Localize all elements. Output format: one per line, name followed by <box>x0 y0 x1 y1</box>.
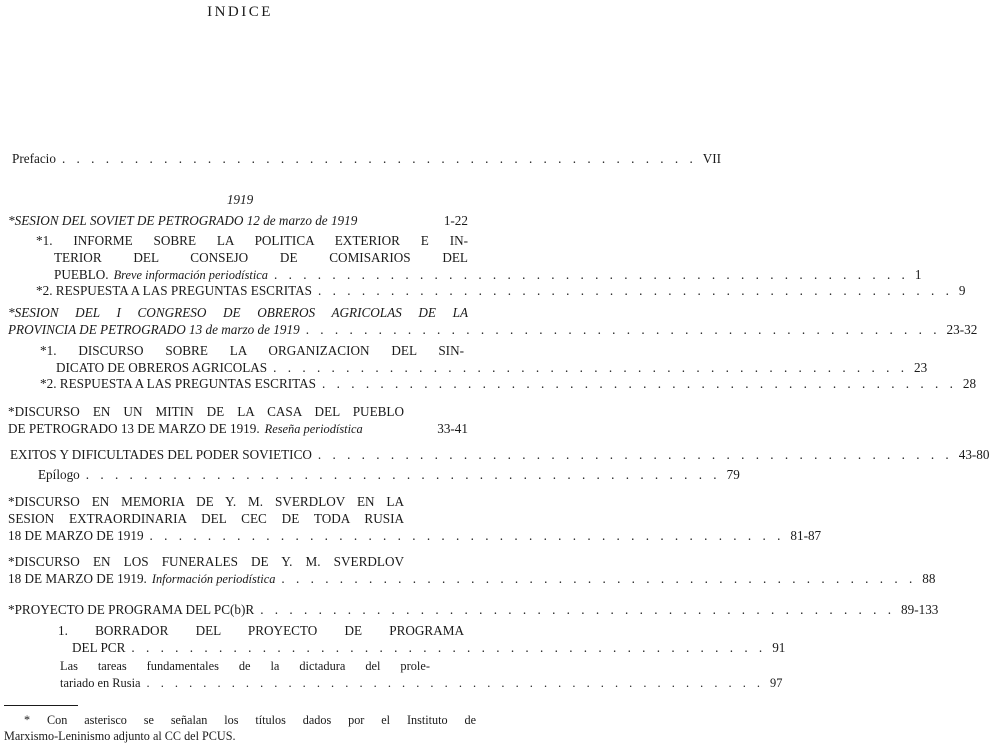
toc-label-line: tariado en Rusia <box>60 676 141 690</box>
toc-subentry-informe[interactable] <box>36 232 922 283</box>
footnote <box>4 712 476 744</box>
toc-page: 1 <box>914 267 922 282</box>
leader-dots: . . . . . . . . . . . . . . . . . . . . . . . . . . . . . . . . . . . . . . . . . . . . <box>317 447 953 462</box>
toc-label-line: TERIOR DEL CONSEJO DE COMISARIOS DEL <box>54 250 468 265</box>
toc-label-note: Información periodística <box>151 572 276 586</box>
toc-label-note: Reseña periodística <box>264 422 363 436</box>
toc-entry-exitos-dificultades[interactable] <box>10 446 990 463</box>
leader-dots: . . . . . . . . . . . . . . . . . . . . . . . . . . . . . . . . . . . . . . . . . . . . <box>322 376 957 391</box>
leader-dots: . . . . . . . . . . . . . . . . . . . . . . . . . . . . . . . . . . . . . . . . . . . . <box>274 267 909 282</box>
toc-page: 91 <box>772 640 786 655</box>
toc-entry-funerales-sverdlov[interactable] <box>8 553 936 587</box>
leader-dots: . . . . . . . . . . . . . . . . . . . . . . . . . . . . . . . . . . . . . . . . . . . . <box>61 151 697 166</box>
toc-page: 88 <box>922 571 936 586</box>
footnote-line: * Con asterisco se señalan los títulos dados por el Instituto de <box>24 713 476 727</box>
toc-label-line: 1. BORRADOR DEL PROYECTO DE PROGRAMA <box>58 623 464 638</box>
toc-page: 9 <box>958 283 966 298</box>
toc-label-line: PROVINCIA DE PETROGRADO 13 de marzo de 1919 <box>8 322 300 337</box>
toc-label-line: Las tareas fundamentales de la dictadura del prole- <box>60 659 430 673</box>
toc-page: 97 <box>770 676 783 690</box>
toc-label: Epílogo <box>38 467 80 482</box>
toc-label-line: 18 DE MARZO DE 1919 <box>8 528 144 543</box>
toc-label-line: SESION EXTRAORDINARIA DEL CEC DE TODA RUSIA <box>8 511 404 526</box>
toc-page: 89-133 <box>901 602 939 617</box>
toc-subentry-respuesta-2[interactable] <box>40 375 977 392</box>
toc-label: *2. RESPUESTA A LAS PREGUNTAS ESCRITAS <box>36 283 313 298</box>
toc-label: *PROYECTO DE PROGRAMA DEL PC(b)R <box>8 602 255 617</box>
toc-entry-memoria-sverdlov[interactable] <box>8 493 822 544</box>
toc-label-line: *1. DISCURSO SOBRE LA ORGANIZACION DEL SIN- <box>40 343 464 358</box>
toc-page: 79 <box>726 467 740 482</box>
toc-page: 28 <box>962 376 977 391</box>
toc-label-line: *SESION DEL I CONGRESO DE OBREROS AGRICOLAS DE LA <box>8 305 468 320</box>
toc-page: 43-80 <box>958 447 990 462</box>
leader-dots: . . . . . . . . . . . . . . . . . . . . . . . . . . . . . . . . . . . . . . . . . . . . <box>131 640 767 655</box>
leader-dots: . . . . . . . . . . . . . . . . . . . . . . . . . . . . . . . . . . . . . . . . . . . . <box>281 571 917 586</box>
toc-page: VII <box>702 151 722 166</box>
toc-subentry-tareas-dictadura[interactable] <box>60 658 783 692</box>
leader-dots: . . . . . . . . . . . . . . . . . . . . . . . . . . . . . . . . . . . . . . . . . . . . <box>149 528 785 543</box>
toc-label-line: DICATO DE OBREROS AGRICOLAS <box>56 360 268 375</box>
page-title: INDICE <box>207 4 273 20</box>
toc-page: 23-32 <box>946 322 978 337</box>
leader-dots: . . . . . . . . . . . . . . . . . . . . . . . . . . . . . . . . . . . . . . . . . . . . <box>273 360 908 375</box>
toc-label-line: *DISCURSO EN MEMORIA DE Y. M. SVERDLOV EN LA <box>8 494 404 509</box>
toc-page: 23 <box>913 360 928 375</box>
toc-entry-mitin-casa-pueblo[interactable] <box>8 403 468 437</box>
footnote-divider <box>4 705 78 706</box>
leader-dots: . . . . . . . . . . . . . . . . . . . . . . . . . . . . . . . . . . . . . . . . . . . . <box>146 676 765 690</box>
toc-label: *SESION DEL SOVIET DE PETROGRADO 12 de marzo de 1919 <box>8 213 358 228</box>
toc-entry-prefacio[interactable] <box>12 150 722 167</box>
leader-dots: . . . . . . . . . . . . . . . . . . . . . . . . . . . . . . . . . . . . . . . . . . . . <box>85 467 721 482</box>
toc-label-line: DE PETROGRADO 13 DE MARZO DE 1919. <box>8 421 260 436</box>
footnote-line: Marxismo-Leninismo adjunto al CC del PCUS. <box>4 729 236 743</box>
toc-label-line: *1. INFORME SOBRE LA POLITICA EXTERIOR E IN- <box>36 233 468 248</box>
toc-subentry-borrador[interactable] <box>58 622 786 656</box>
toc-label-line: *DISCURSO EN LOS FUNERALES DE Y. M. SVERDLOV <box>8 554 404 569</box>
toc-page: 1-22 <box>443 213 468 228</box>
toc-subentry-discurso-sindicato[interactable] <box>40 342 928 376</box>
toc-label-note: Breve información periodística <box>113 268 268 282</box>
toc-subentry-epilogo[interactable] <box>38 466 740 483</box>
toc-label-line: *DISCURSO EN UN MITIN DE LA CASA DEL PUEBLO <box>8 404 404 419</box>
toc-entry-sesion-soviet[interactable] <box>8 212 468 229</box>
toc-label-line: DEL PCR <box>72 640 126 655</box>
leader-dots: . . . . . . . . . . . . . . . . . . . . . . . . . . . . . . . . . . . . . . . . . . . . <box>305 322 941 337</box>
section-year: 1919 <box>226 192 254 207</box>
toc-label: *2. RESPUESTA A LAS PREGUNTAS ESCRITAS <box>40 376 317 391</box>
toc-entry-congreso-obreros[interactable] <box>8 304 978 338</box>
toc-label: Prefacio <box>12 151 56 166</box>
toc-label-line: PUEBLO. <box>54 267 109 282</box>
toc-label: EXITOS Y DIFICULTADES DEL PODER SOVIETICO <box>10 447 312 462</box>
toc-entry-proyecto-programa[interactable] <box>8 601 939 618</box>
toc-page: 33-41 <box>437 421 468 436</box>
leader-dots: . . . . . . . . . . . . . . . . . . . . . . . . . . . . . . . . . . . . . . . . . . . . <box>318 283 953 298</box>
leader-dots: . . . . . . . . . . . . . . . . . . . . . . . . . . . . . . . . . . . . . . . . . . . . <box>260 602 896 617</box>
toc-subentry-respuesta-1[interactable] <box>36 282 966 299</box>
toc-page: 81-87 <box>790 528 822 543</box>
toc-label-line: 18 DE MARZO DE 1919. <box>8 571 147 586</box>
